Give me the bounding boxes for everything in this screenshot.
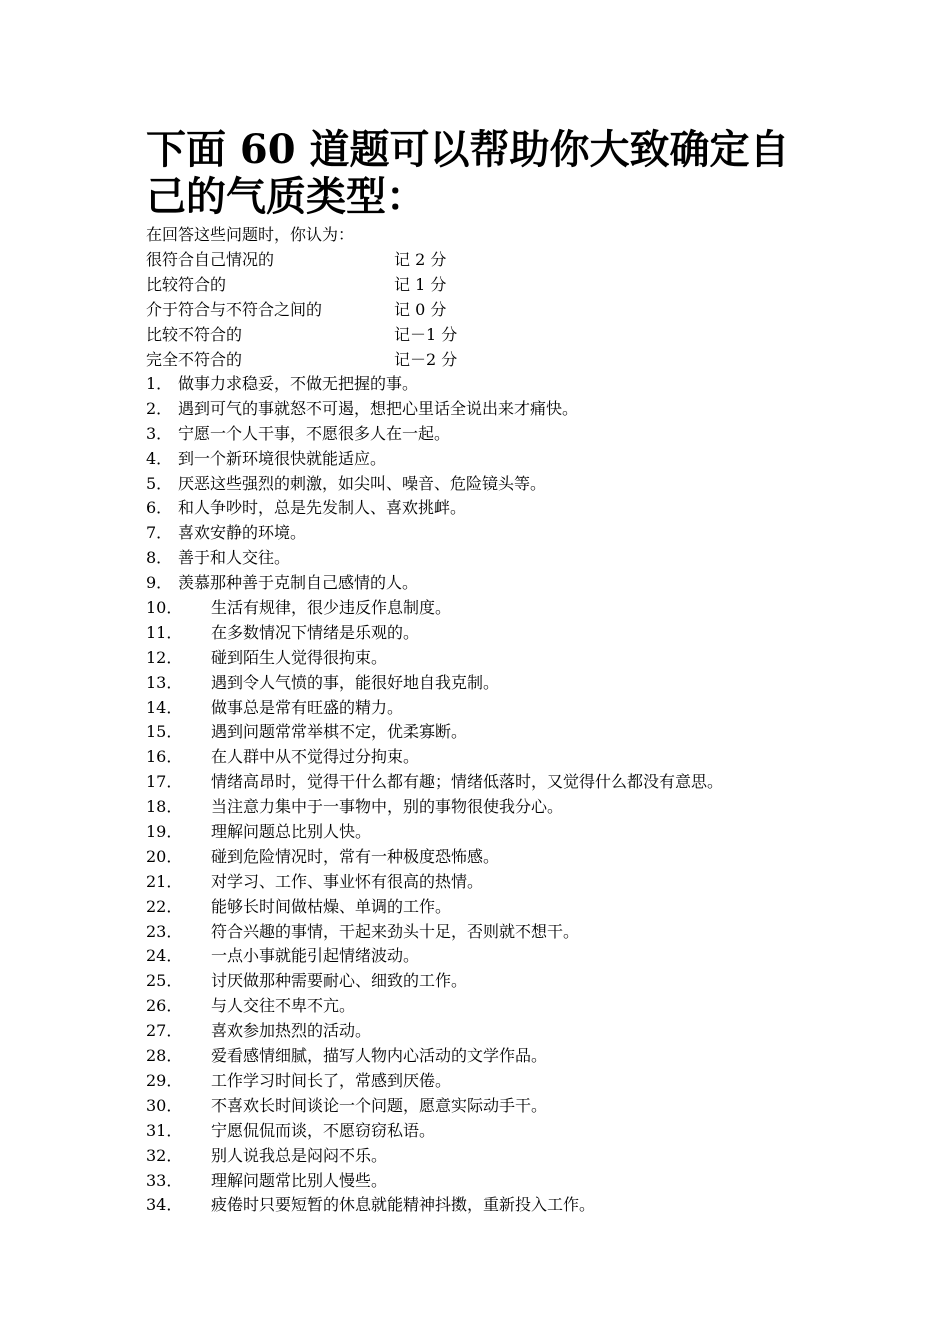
scoring-scale	[146, 247, 846, 372]
question-text: 爱看感情细腻，描写人物内心活动的文学作品。	[211, 1046, 548, 1066]
question-text: 到一个新环境很快就能适应。	[178, 448, 387, 468]
question-text: 理解问题总比别人快。	[211, 822, 372, 842]
question-number: 23．	[146, 921, 183, 941]
question-item	[146, 696, 846, 721]
question-item	[146, 820, 846, 845]
question-number: 1．	[146, 374, 173, 393]
question-item	[146, 895, 846, 920]
question-number: 18．	[146, 797, 183, 817]
question-text: 别人说我总是闷闷不乐。	[211, 1145, 388, 1165]
question-number: 15．	[146, 722, 183, 742]
question-text: 羡慕那种善于克制自己感情的人。	[178, 573, 419, 593]
scale-score: 记 0 分	[394, 300, 447, 319]
scale-label: 完全不符合的	[146, 350, 243, 369]
question-item	[146, 596, 846, 621]
question-number: 11．	[146, 622, 183, 642]
question-item	[146, 621, 846, 646]
question-item	[146, 397, 846, 422]
question-item	[146, 1119, 846, 1144]
question-text: 符合兴趣的事情，干起来劲头十足，否则就不想干。	[211, 921, 580, 941]
question-number: 5．	[146, 473, 173, 493]
question-number: 33．	[146, 1170, 183, 1190]
question-text: 生活有规律，很少违反作息制度。	[211, 598, 452, 618]
question-number: 16．	[146, 747, 183, 767]
question-text: 喜欢参加热烈的活动。	[211, 1021, 372, 1041]
question-number: 31．	[146, 1120, 183, 1140]
question-number: 17．	[146, 772, 183, 792]
scale-score: 记 2 分	[394, 250, 447, 269]
scale-row	[146, 347, 846, 372]
question-number: 22．	[146, 896, 183, 916]
question-number: 2．	[146, 398, 173, 418]
question-item	[146, 944, 846, 969]
question-item	[146, 795, 846, 820]
question-number: 7．	[146, 523, 173, 543]
question-number: 20．	[146, 846, 183, 866]
question-number: 24．	[146, 946, 183, 966]
question-text: 讨厌做那种需要耐心、细致的工作。	[211, 971, 468, 991]
scale-label: 比较符合的	[146, 275, 227, 294]
question-number: 28．	[146, 1046, 183, 1066]
question-item	[146, 646, 846, 671]
question-item	[146, 372, 846, 397]
question-text: 不喜欢长时间谈论一个问题，愿意实际动手干。	[211, 1095, 548, 1115]
scale-label: 比较不符合的	[146, 325, 243, 344]
question-number: 14．	[146, 697, 183, 717]
question-text: 做事总是常有旺盛的精力。	[211, 697, 404, 717]
question-item	[146, 472, 846, 497]
scale-label: 很符合自己情况的	[146, 250, 275, 269]
question-text: 善于和人交往。	[178, 548, 291, 568]
question-text: 喜欢安静的环境。	[178, 523, 307, 543]
question-text: 对学习、工作、事业怀有很高的热情。	[211, 871, 484, 891]
question-number: 21．	[146, 871, 183, 891]
question-item	[146, 920, 846, 945]
question-item	[146, 720, 846, 745]
question-item	[146, 1169, 846, 1194]
question-item	[146, 422, 846, 447]
scale-row	[146, 247, 846, 272]
question-item	[146, 870, 846, 895]
scale-score: 记 1 分	[394, 275, 447, 294]
question-item	[146, 1069, 846, 1094]
scale-score: 记－2 分	[394, 350, 458, 369]
question-number: 26．	[146, 996, 183, 1016]
question-text: 当注意力集中于一事物中，别的事物很使我分心。	[211, 797, 564, 817]
question-item	[146, 745, 846, 770]
question-item	[146, 994, 846, 1019]
question-item	[146, 521, 846, 546]
question-text: 做事力求稳妥，不做无把握的事。	[178, 374, 419, 393]
question-text: 理解问题常比别人慢些。	[211, 1170, 388, 1190]
question-text: 碰到危险情况时，常有一种极度恐怖感。	[211, 846, 500, 866]
question-item	[146, 571, 846, 596]
question-item	[146, 969, 846, 994]
question-number: 4．	[146, 448, 173, 468]
question-text: 工作学习时间长了，常感到厌倦。	[211, 1070, 452, 1090]
question-text: 和人争吵时，总是先发制人、喜欢挑衅。	[178, 498, 467, 518]
question-number: 8．	[146, 548, 173, 568]
question-text: 疲倦时只要短暂的休息就能精神抖擞，重新投入工作。	[211, 1195, 596, 1215]
question-number: 19．	[146, 822, 183, 842]
question-number: 25．	[146, 971, 183, 991]
question-number: 29．	[146, 1070, 183, 1090]
document-page	[146, 126, 846, 1218]
question-item	[146, 770, 846, 795]
question-item	[146, 1193, 846, 1218]
question-item	[146, 845, 846, 870]
question-text: 情绪高昂时，觉得干什么都有趣；情绪低落时，又觉得什么都没有意思。	[211, 772, 724, 792]
question-text: 宁愿一个人干事，不愿很多人在一起。	[178, 423, 451, 443]
scale-row	[146, 297, 846, 322]
question-number: 10．	[146, 598, 183, 618]
question-item	[146, 1144, 846, 1169]
question-item	[146, 496, 846, 521]
question-text: 遇到可气的事就怒不可遏，想把心里话全说出来才痛快。	[178, 398, 579, 418]
question-text: 与人交往不卑不亢。	[211, 996, 356, 1016]
question-item	[146, 1044, 846, 1069]
question-text: 宁愿侃侃而谈，不愿窃窃私语。	[211, 1120, 436, 1140]
question-text: 遇到问题常常举棋不定，优柔寡断。	[211, 722, 468, 742]
question-item	[146, 1094, 846, 1119]
question-number: 13．	[146, 672, 183, 692]
question-number: 30．	[146, 1095, 183, 1115]
question-text: 一点小事就能引起情绪波动。	[211, 946, 420, 966]
intro-text: 在回答这些问题时，你认为：	[146, 225, 355, 244]
question-text: 碰到陌生人觉得很拘束。	[211, 647, 388, 667]
question-number: 12．	[146, 647, 183, 667]
question-number: 6．	[146, 498, 173, 518]
question-text: 厌恶这些强烈的刺激，如尖叫、噪音、危险镜头等。	[178, 473, 547, 493]
question-number: 32．	[146, 1145, 183, 1165]
scale-score: 记－1 分	[394, 325, 458, 344]
question-list	[146, 372, 846, 1218]
scale-row	[146, 322, 846, 347]
question-text: 在人群中从不觉得过分拘束。	[211, 747, 420, 767]
scale-label: 介于符合与不符合之间的	[146, 300, 323, 319]
document-title: 下面 60 道题可以帮助你大致确定自己的气质类型：	[146, 126, 790, 220]
question-item	[146, 671, 846, 696]
scale-row	[146, 272, 846, 297]
question-number: 34．	[146, 1195, 183, 1215]
question-number: 9．	[146, 573, 173, 593]
question-text: 在多数情况下情绪是乐观的。	[211, 622, 420, 642]
question-number: 3．	[146, 423, 173, 443]
question-text: 遇到令人气愤的事，能很好地自我克制。	[211, 672, 500, 692]
question-number: 27．	[146, 1021, 183, 1041]
question-item	[146, 1019, 846, 1044]
question-item	[146, 447, 846, 472]
question-text: 能够长时间做枯燥、单调的工作。	[211, 896, 452, 916]
question-item	[146, 546, 846, 571]
